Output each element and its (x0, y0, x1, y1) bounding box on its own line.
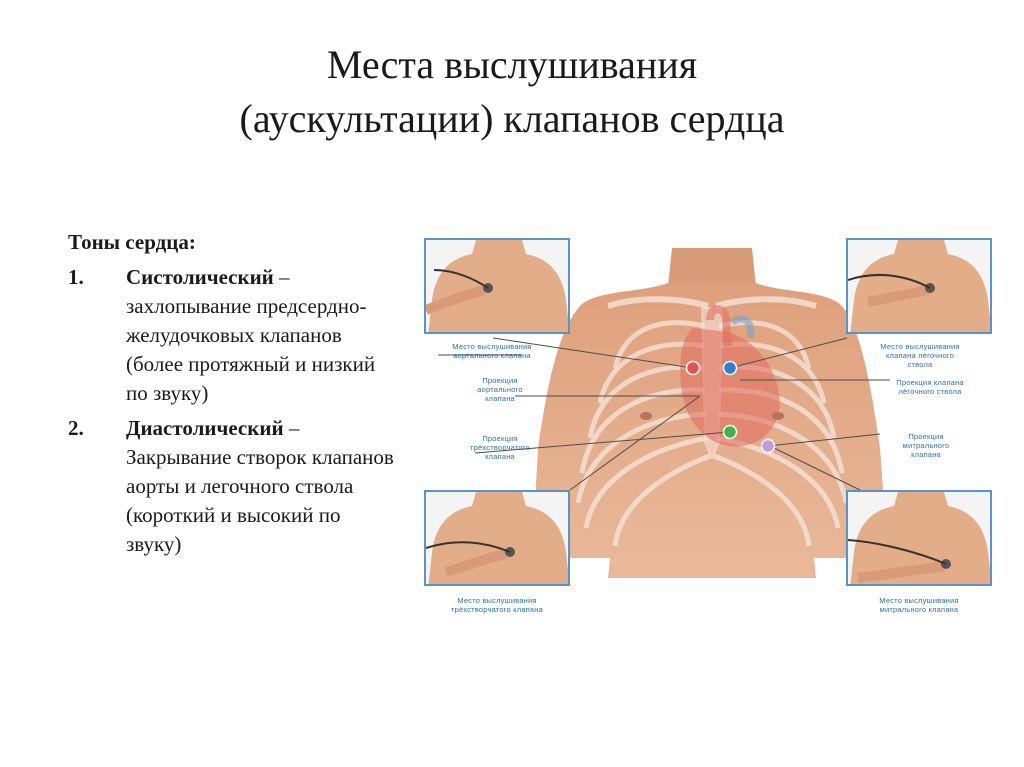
list-item (68, 414, 398, 559)
auscultation-figure (410, 228, 1010, 628)
left-nipple (640, 412, 652, 420)
callout-tricuspid-projection: Проекция трёхстворчатого клапана (470, 434, 530, 461)
callout-tricuspid-listen: Место выслушивания трёхстворчатого клапана (450, 596, 544, 614)
callout-pulmonary-projection: Проекция клапана лёгочного ствола (896, 378, 964, 396)
tricuspid-valve-marker (724, 426, 737, 439)
slide-title (0, 38, 1024, 146)
item-dash: – (273, 265, 290, 289)
thumbnail-tricuspid (424, 490, 570, 586)
right-nipple (772, 412, 784, 420)
title-line-2: (аускультации) клапанов сердца (239, 96, 785, 141)
tones-heading: Тоны сердца: (68, 230, 196, 254)
thumbnail-mitral (846, 490, 992, 586)
item-description: Закрывание створок клапанов аорты и легочного ствола (короткий и высокий по звуку) (126, 445, 394, 556)
item-dash: – (283, 416, 300, 440)
aortic-valve-marker (687, 362, 700, 375)
item-description: захлопывание предсердно-желудочковых клапанов (более протяжный и низкий по звуку) (126, 294, 376, 405)
callout-mitral-projection: Проекция митрального клапана (902, 432, 950, 459)
mitral-valve-marker (762, 440, 775, 453)
callout-aortic-listen: Место выслушивания аортального клапана (452, 342, 532, 360)
item-number: 2. (68, 416, 84, 440)
title-line-1: Места выслушивания (326, 42, 698, 87)
heart-tones-list (68, 228, 398, 565)
callout-pulmonary-listen: Место выслушивания клапана лёгочного ствола (880, 342, 960, 369)
item-term: Систолический (126, 265, 274, 289)
callout-aortic-projection: Проекция аортального клапана (477, 376, 523, 403)
neck (668, 248, 756, 286)
pulmonary-valve-marker (724, 362, 737, 375)
thumbnail-pulmonary (846, 238, 992, 334)
item-number: 1. (68, 265, 84, 289)
list-item (68, 263, 398, 408)
callout-mitral-listen: Место выслушивания митрального клапана (879, 596, 959, 614)
thumbnail-aortic (424, 238, 570, 334)
item-term: Диастолический (126, 416, 284, 440)
